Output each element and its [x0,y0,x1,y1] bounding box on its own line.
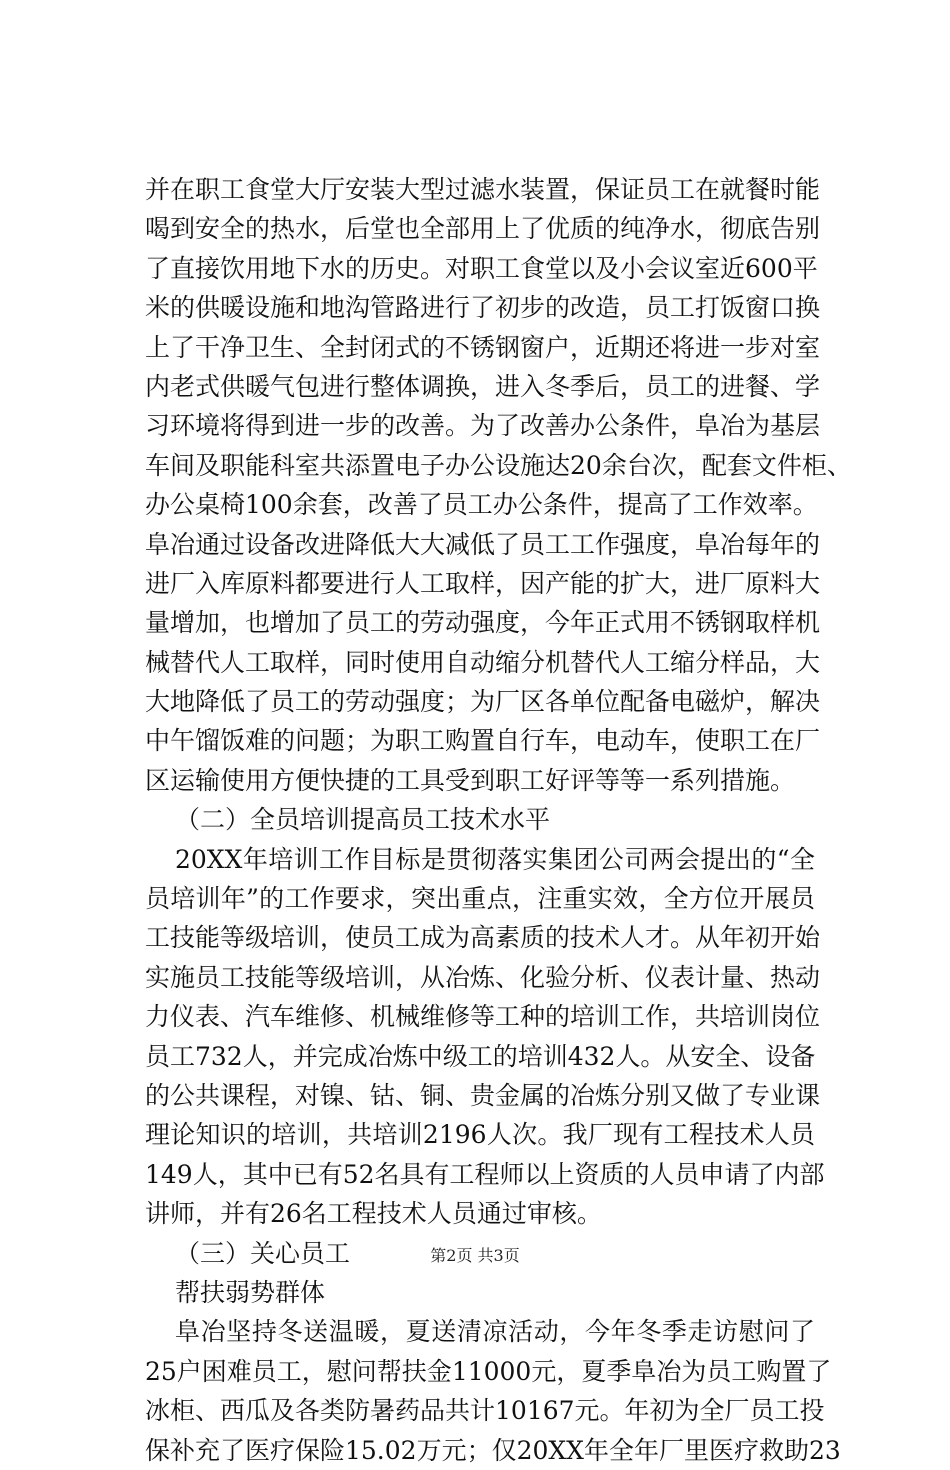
body-line: 力仪表、汽车维修、机械维修等工种的培训工作，共培训岗位 [145,1002,821,1032]
body-line: 阜冶通过设备改进降低大大减低了员工工作强度，阜冶每年的 [145,529,821,559]
document-body [145,170,852,1470]
body-line: 区运输使用方便快捷的工具受到职工好评等等一系列措施。 [145,765,796,795]
section-heading: （二）全员培训提高员工技术水平 [175,805,551,835]
body-line: 讲师，并有26名工程技术人员通过审核。 [145,1199,602,1229]
body-line: 并在职工食堂大厅安装大型过滤水装置，保证员工在就餐时能 [145,175,821,204]
body-line: 进厂入库原料都要进行人工取样，因产能的扩大，进厂原料大 [145,568,821,598]
body-line: 员培训年”的工作要求，突出重点，注重实效，全方位开展员 [145,884,815,914]
body-line: 习环境将得到进一步的改善。为了改善办公条件，阜冶为基层 [145,411,821,441]
subsection-heading: 帮扶弱势群体 [175,1277,326,1307]
body-line: 工技能等级培训，使员工成为高素质的技术人才。从年初开始 [145,923,821,953]
section-heading: （三）关心员工 [175,1238,351,1268]
body-line: 上了干净卫生、全封闭式的不锈钢窗户，近期还将进一步对室 [145,332,821,362]
body-line: 冰柜、西瓜及各类防暑药品共计10167元。年初为全厂员工投 [145,1396,825,1426]
body-line: 20XX年培训工作目标是贯彻落实集团公司两会提出的“全 [175,844,815,874]
body-line: 理论知识的培训，共培训2196人次。我厂现有工程技术人员 [145,1120,815,1150]
body-line: 大地降低了员工的劳动强度；为厂区各单位配备电磁炉，解决 [145,687,821,717]
body-line: 喝到安全的热水，后堂也全部用上了优质的纯净水，彻底告别 [145,214,821,244]
body-line: 阜冶坚持冬送温暖，夏送清凉活动，今年冬季走访慰问了 [175,1317,815,1347]
body-line: 量增加，也增加了员工的劳动强度，今年正式用不锈钢取样机 [145,608,821,638]
body-line: 中午馏饭难的问题；为职工购置自行车，电动车，使职工在厂 [145,726,821,756]
body-line: 械替代人工取样，同时使用自动缩分机替代人工缩分样品，大 [145,647,821,677]
body-line: 的公共课程，对镍、钴、铜、贵金属的冶炼分别又做了专业课 [145,1080,821,1110]
body-line: 实施员工技能等级培训，从冶炼、化验分析、仪表计量、热动 [145,962,821,992]
body-line: 车间及职能科室共添置电子办公设施达20余台次，配套文件柜、 [145,450,852,480]
page-number-label: 第2页 共3页 [430,1246,520,1265]
body-line: 员工732人，并完成冶炼中级工的培训432人。从安全、设备 [145,1041,816,1071]
body-line: 25户困难员工，慰问帮扶金11000元，夏季阜冶为员工购置了 [145,1356,832,1386]
body-line: 米的供暖设施和地沟管路进行了初步的改造，员工打饭窗口换 [145,293,821,323]
body-line: 内老式供暖气包进行整体调换，进入冬季后，员工的进餐、学 [145,371,821,401]
body-line: 保补充了医疗保险15.02万元；仅20XX年全年厂里医疗救助23 [145,1435,841,1465]
body-line: 149人，其中已有52名具有工程师以上资质的人员申请了内部 [145,1159,825,1189]
body-line: 了直接饮用地下水的历史。对职工食堂以及小会议室近600平 [145,253,818,283]
page-footer [0,1244,950,1268]
body-line: 办公桌椅100余套，改善了员工办公条件，提高了工作效率。 [145,490,818,520]
